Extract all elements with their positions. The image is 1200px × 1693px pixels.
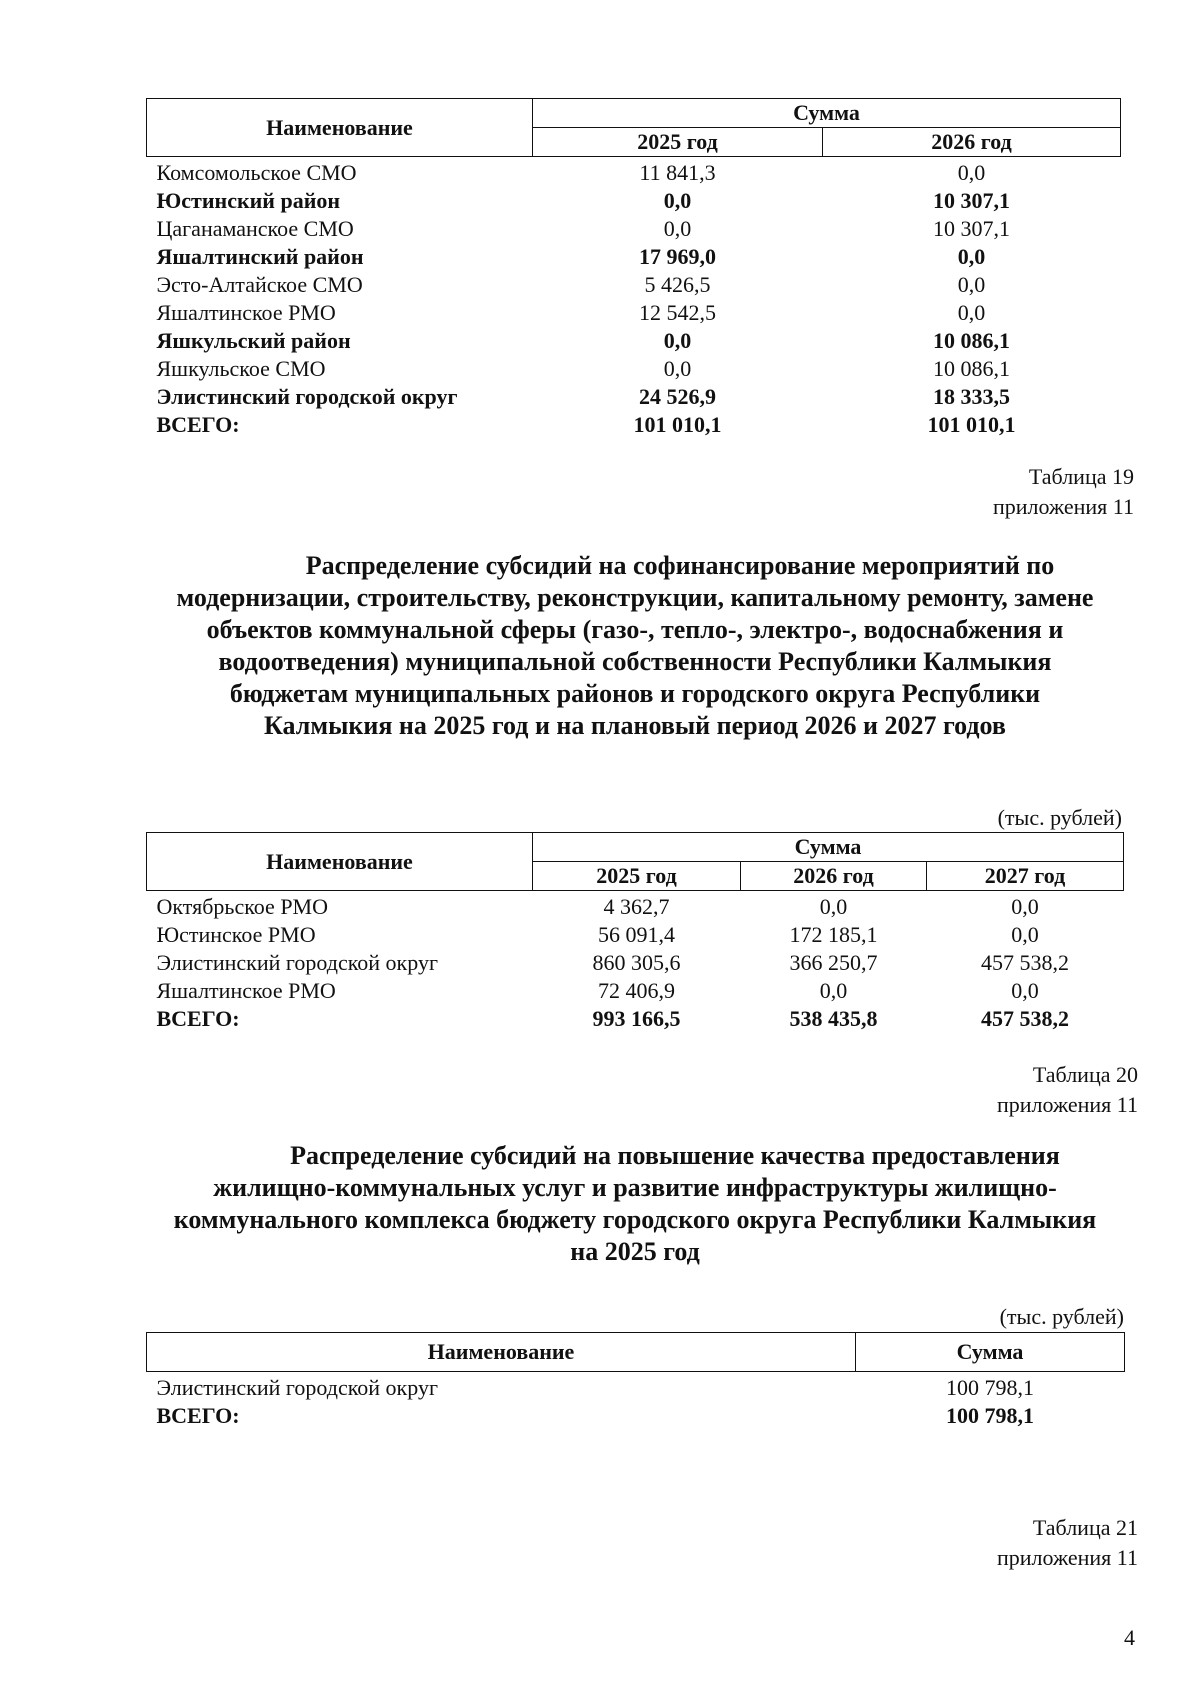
row-value: 11 841,3 [639, 160, 716, 185]
row-name: Яшалтинское РМО [156, 300, 336, 325]
total-row [147, 1005, 1124, 1033]
table-row [147, 355, 1121, 383]
row-name: Юстинский район [156, 188, 341, 213]
table-number: Таблица 19 [1028, 464, 1134, 489]
total-row [147, 1402, 1125, 1430]
row-value: 538 435,8 [789, 1006, 878, 1031]
appendix-number: приложения 11 [996, 1092, 1138, 1117]
table-20-body [147, 1333, 1125, 1431]
header-year: 2027 год [927, 862, 1124, 891]
table-row [147, 271, 1121, 299]
table-19 [146, 832, 1124, 1033]
row-name: Яшкульское СМО [156, 356, 326, 381]
row-value: 18 333,5 [933, 384, 1010, 409]
table-number: Таблица 20 [1032, 1062, 1138, 1087]
header-sum: Сумма [533, 99, 1121, 128]
row-value: 457 538,2 [981, 1006, 1069, 1031]
row-value: 0,0 [663, 356, 692, 381]
row-value: 0,0 [1011, 978, 1039, 1003]
table-19-units: (тыс. рублей) [997, 805, 1122, 830]
row-value: 0,0 [1011, 922, 1039, 947]
table-row [147, 243, 1121, 271]
row-value: 10 307,1 [933, 216, 1010, 241]
table-19-heading: Распределение субсидий на софинансирование мероприятий по модернизации, строительству, реконструкции, капитальному ремонту, замене объектов коммунальной сферы (газо-, тепло-, электро-, водоснабжения и водоотведения) муниципальной собственности Республики Калмыкия бюджетам муниципальных районов и городского округа Республики Калмыкия на 2025 год и на плановый период 2026 и 2027 годов [176, 551, 1094, 740]
row-value: 0,0 [957, 300, 986, 325]
row-value: 17 969,0 [639, 244, 716, 269]
total-row [147, 411, 1121, 439]
row-value: 56 091,4 [598, 922, 675, 947]
row-value: 0,0 [957, 244, 986, 269]
header-sum: Сумма [533, 833, 1124, 862]
table-19-reference [800, 462, 1134, 522]
row-name: ВСЕГО: [156, 1006, 240, 1031]
table-19-body [147, 833, 1124, 1034]
row-name: ВСЕГО: [156, 412, 240, 437]
row-name: Яшалтинское РМО [156, 978, 336, 1003]
row-value: 101 010,1 [927, 412, 1016, 437]
table-number: Таблица 21 [1032, 1515, 1138, 1540]
row-value: 72 406,9 [598, 978, 675, 1003]
table-20 [146, 1332, 1125, 1430]
row-value: 860 305,6 [592, 950, 681, 975]
row-value: 10 307,1 [933, 188, 1010, 213]
row-name: Цаганаманское СМО [156, 216, 354, 241]
row-name: Яшалтинский район [156, 244, 364, 269]
table-18-body [147, 99, 1121, 440]
row-name: Элистинский городской округ [156, 950, 438, 975]
table-row [147, 187, 1121, 215]
header-sum: Сумма [856, 1333, 1125, 1372]
row-value: 0,0 [819, 894, 848, 919]
table-row [147, 977, 1124, 1005]
header-name: Наименование [147, 99, 533, 157]
row-name: Комсомольское СМО [156, 160, 357, 185]
row-value: 24 526,9 [639, 384, 716, 409]
table-18-continuation [146, 98, 1121, 439]
row-name: Яшкульский район [156, 328, 351, 353]
appendix-number: приложения 11 [992, 494, 1134, 519]
row-name: Элистинский городской округ [156, 1375, 438, 1400]
header-name: Наименование [147, 1333, 856, 1372]
table-row [147, 949, 1124, 977]
header-year: 2025 год [533, 862, 741, 891]
header-name: Наименование [147, 833, 533, 891]
row-value: 100 798,1 [946, 1375, 1034, 1400]
table-row [147, 157, 1121, 188]
row-value: 10 086,1 [933, 356, 1010, 381]
row-value: 993 166,5 [592, 1006, 681, 1031]
row-value: 12 542,5 [639, 300, 716, 325]
row-name: Юстинское РМО [156, 922, 316, 947]
row-name: Элистинский городской округ [156, 384, 458, 409]
table-row [147, 891, 1124, 922]
row-value: 0,0 [957, 160, 986, 185]
table-row [147, 921, 1124, 949]
row-value: 172 185,1 [789, 922, 878, 947]
appendix-number: приложения 11 [996, 1545, 1138, 1570]
row-value: 0,0 [957, 272, 986, 297]
table-20-units: (тыс. рублей) [999, 1304, 1124, 1329]
table-row [147, 299, 1121, 327]
header-year: 2025 год [533, 128, 823, 157]
row-value: 4 362,7 [603, 894, 670, 919]
table-row [147, 383, 1121, 411]
row-name: Эсто-Алтайское СМО [156, 272, 363, 297]
row-value: 0,0 [1011, 894, 1039, 919]
row-value: 101 010,1 [633, 412, 722, 437]
row-value: 0,0 [663, 328, 692, 353]
table-row [147, 1372, 1125, 1403]
table-20-reference [800, 1060, 1138, 1120]
row-value: 366 250,7 [789, 950, 878, 975]
header-year: 2026 год [823, 128, 1121, 157]
row-value: 10 086,1 [933, 328, 1010, 353]
table-row [147, 327, 1121, 355]
row-value: 5 426,5 [644, 272, 711, 297]
row-name: ВСЕГО: [156, 1403, 240, 1428]
row-name: Октябрьское РМО [156, 894, 329, 919]
table-21-reference [800, 1513, 1138, 1573]
row-value: 457 538,2 [981, 950, 1069, 975]
table-row [147, 215, 1121, 243]
page-number: 4 [1124, 1625, 1135, 1650]
table-20-heading: Распределение субсидий на повышение качества предоставления жилищно-коммунальных услуг и развитие инфраструктуры жилищно-коммунального комплекса бюджету городского округа Республики Калмыкия на 2025 год [173, 1141, 1097, 1266]
row-value: 100 798,1 [946, 1403, 1034, 1428]
row-value: 0,0 [819, 978, 848, 1003]
header-year: 2026 год [741, 862, 927, 891]
row-value: 0,0 [663, 216, 692, 241]
row-value: 0,0 [663, 188, 692, 213]
